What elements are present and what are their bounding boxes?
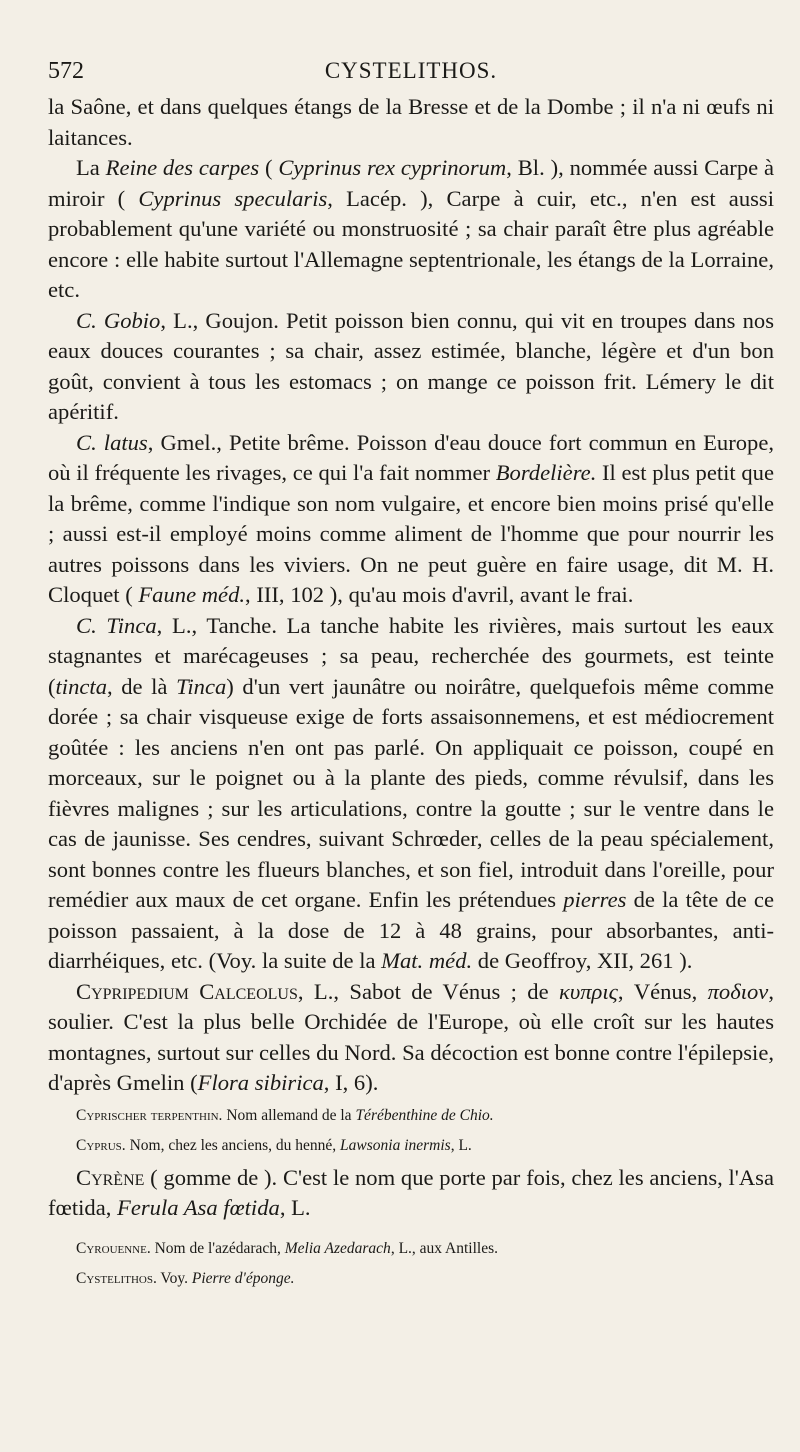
entry-headword: Cystelithos. [76,1269,157,1287]
text-run: , L. [450,1136,472,1154]
page-header [48,52,774,92]
text-run: ) d'un vert jaunâtre ou noirâtre, quelquefois même comme dorée ; sa chair visqueuse exige de forts assaisonnemens, et est médiocrement goûtée : les anciens n'en ont pas parlé. On appliquait ce poisson, coupé en morceaux, sur le poignet ou à la plante des pieds, comme révulsif, dans les fièvres malignes ; sur les articulations, contre la goutte ; sur le ventre dans le cas de jaunisse. Ses cendres, suivant Schrœder, celles de la peau spécialement, sont bonnes contre les flueurs blanches, et son fiel, introduit dans l'oreille, pour remédier aux maux de cet organe. Enfin les prétendues [48,673,774,912]
paragraph-reine-des-carpes [48,153,774,306]
text-run: , de là [107,673,177,699]
italic-term: Tinca [176,673,227,699]
paragraph-latus [48,428,774,611]
entry-cystelithos [48,1266,774,1292]
italic-term: Térébenthine de Chio. [355,1106,494,1124]
text-run: , L., Sabot de Vénus ; de [297,978,559,1004]
entry-headword: Cyprus. [76,1136,126,1154]
text-run: Nom de l'azédarach, [150,1239,285,1257]
text-run: ( [259,155,279,180]
greek-word: κυπρις [558,978,618,1004]
text-run: Voy. [156,1269,192,1287]
italic-term: C. Tinca [76,612,157,638]
text-run: , L., Goujon. Petit poisson bien connu, qui vit en troupes dans nos eaux douces courantes ; sa chair, assez estimée, blanche, légère et d'un bon goût, convient à tous les estomacs ; on mange ce poisson frit. Lémery le dit apéritif. [48,307,774,424]
italic-term: Lawsonia inermis [340,1136,451,1154]
italic-term: tincta [55,673,107,699]
paragraph-tinca [48,611,774,977]
italic-term: Flora sibirica [197,1070,324,1095]
entry-cypripedium [48,977,774,1099]
italic-term: Faune méd. [138,582,246,607]
paragraph-text: la Saône, et dans quelques étangs de la Bresse et de la Dombe ; il n'a ni œufs ni laitances. [48,94,774,150]
italic-term: C. Gobio [76,307,161,333]
text-run: , Bl. ), nommée aussi Carpe à miroir ( [48,155,775,211]
entry-cyrouenne [48,1236,774,1262]
text-run: , L., aux Antilles. [390,1239,499,1257]
text-run: , L., Tanche. La tanche habite les rivières, mais surtout les eaux stagnantes et marécageuses ; sa peau, recherchée des gourmets, est teinte ( [48,612,775,699]
text-run: , soulier. C'est la plus belle Orchidée de l'Europe, où elle croît sur les hautes montagnes, surtout sur celles du Nord. Sa décoction est bonne contre l'épilepsie, d'après Gmelin ( [48,978,774,1095]
italic-term: Pierre d'éponge. [191,1269,295,1287]
paragraph-continuation [48,92,774,153]
entry-cyrene [48,1163,774,1224]
italic-term: Bordelière. [495,460,597,485]
page-number: 572 [48,58,84,84]
text-run: , Gmel., Petite brême. Poisson d'eau douce fort commun en Europe, où il fréquente les rivages, ce qui l'a fait nommer [48,429,774,485]
text-run: Nom, chez les anciens, du henné, [125,1136,341,1154]
body-text [48,92,774,1292]
text-run: La [76,155,106,180]
greek-word: ποδιον [707,978,769,1004]
italic-term: Reine des carpes [105,155,260,180]
entry-cyprus [48,1133,774,1159]
text-run: Nom allemand de la [222,1106,356,1124]
text-run: , Vénus, [617,978,708,1004]
text-run: de la tête de ce poisson passaient, à la dose de 12 à 48 grains, pour absorbantes, anti-diarrhéiques, etc. (Voy. la suite de la [48,887,774,973]
text-run: , III, 102 ), qu'au mois d'avril, avant le frai. [245,582,634,607]
text-run: , I, 6). [323,1070,379,1095]
entry-headword: Cyrouenne. [76,1239,151,1257]
entry-headword: Cyrène [76,1164,145,1190]
text-run: , L. [279,1195,311,1220]
text-run: ( gomme de ). C'est le nom que porte par fois, chez les anciens, l'Asa fœtida, [48,1164,774,1220]
italic-term: Melia Azedarach [284,1239,391,1257]
italic-term: Cyprinus rex cyprinorum [278,155,507,180]
italic-term: Cyprinus specularis [138,185,328,211]
italic-term: pierres [563,887,627,912]
entry-headword: Cypripedium Calceolus [76,978,298,1004]
text-run: , Lacép. ), Carpe à cuir, etc., n'en est aussi probablement qu'une variété ou monstruosité ; sa chair paraît être plus agréable encore : elle habite surtout l'Allemagne septentrionale, les étangs de la Lorraine, etc. [48,185,774,302]
text-run: Il est plus petit que la brême, comme l'indique son nom vulgaire, et encore bien moins prisé qu'elle ; aussi est-il employé moins comme aliment de l'homme que pour nourrir les autres poissons dans les viviers. On ne peut guère en faire usage, dit M. H. Cloquet ( [48,460,774,607]
entry-cyprischer-terpenthin [48,1103,774,1129]
italic-term: Mat. méd. [381,948,473,973]
italic-term: Ferula Asa fœtida [117,1195,280,1220]
running-title: CYSTELITHOS. [324,58,498,83]
italic-term: C. latus [76,429,148,455]
entry-headword: Cyprischer terpenthin. [76,1106,223,1124]
paragraph-gobio [48,306,774,428]
text-run: de Geoffroy, XII, 261 ). [472,948,693,973]
